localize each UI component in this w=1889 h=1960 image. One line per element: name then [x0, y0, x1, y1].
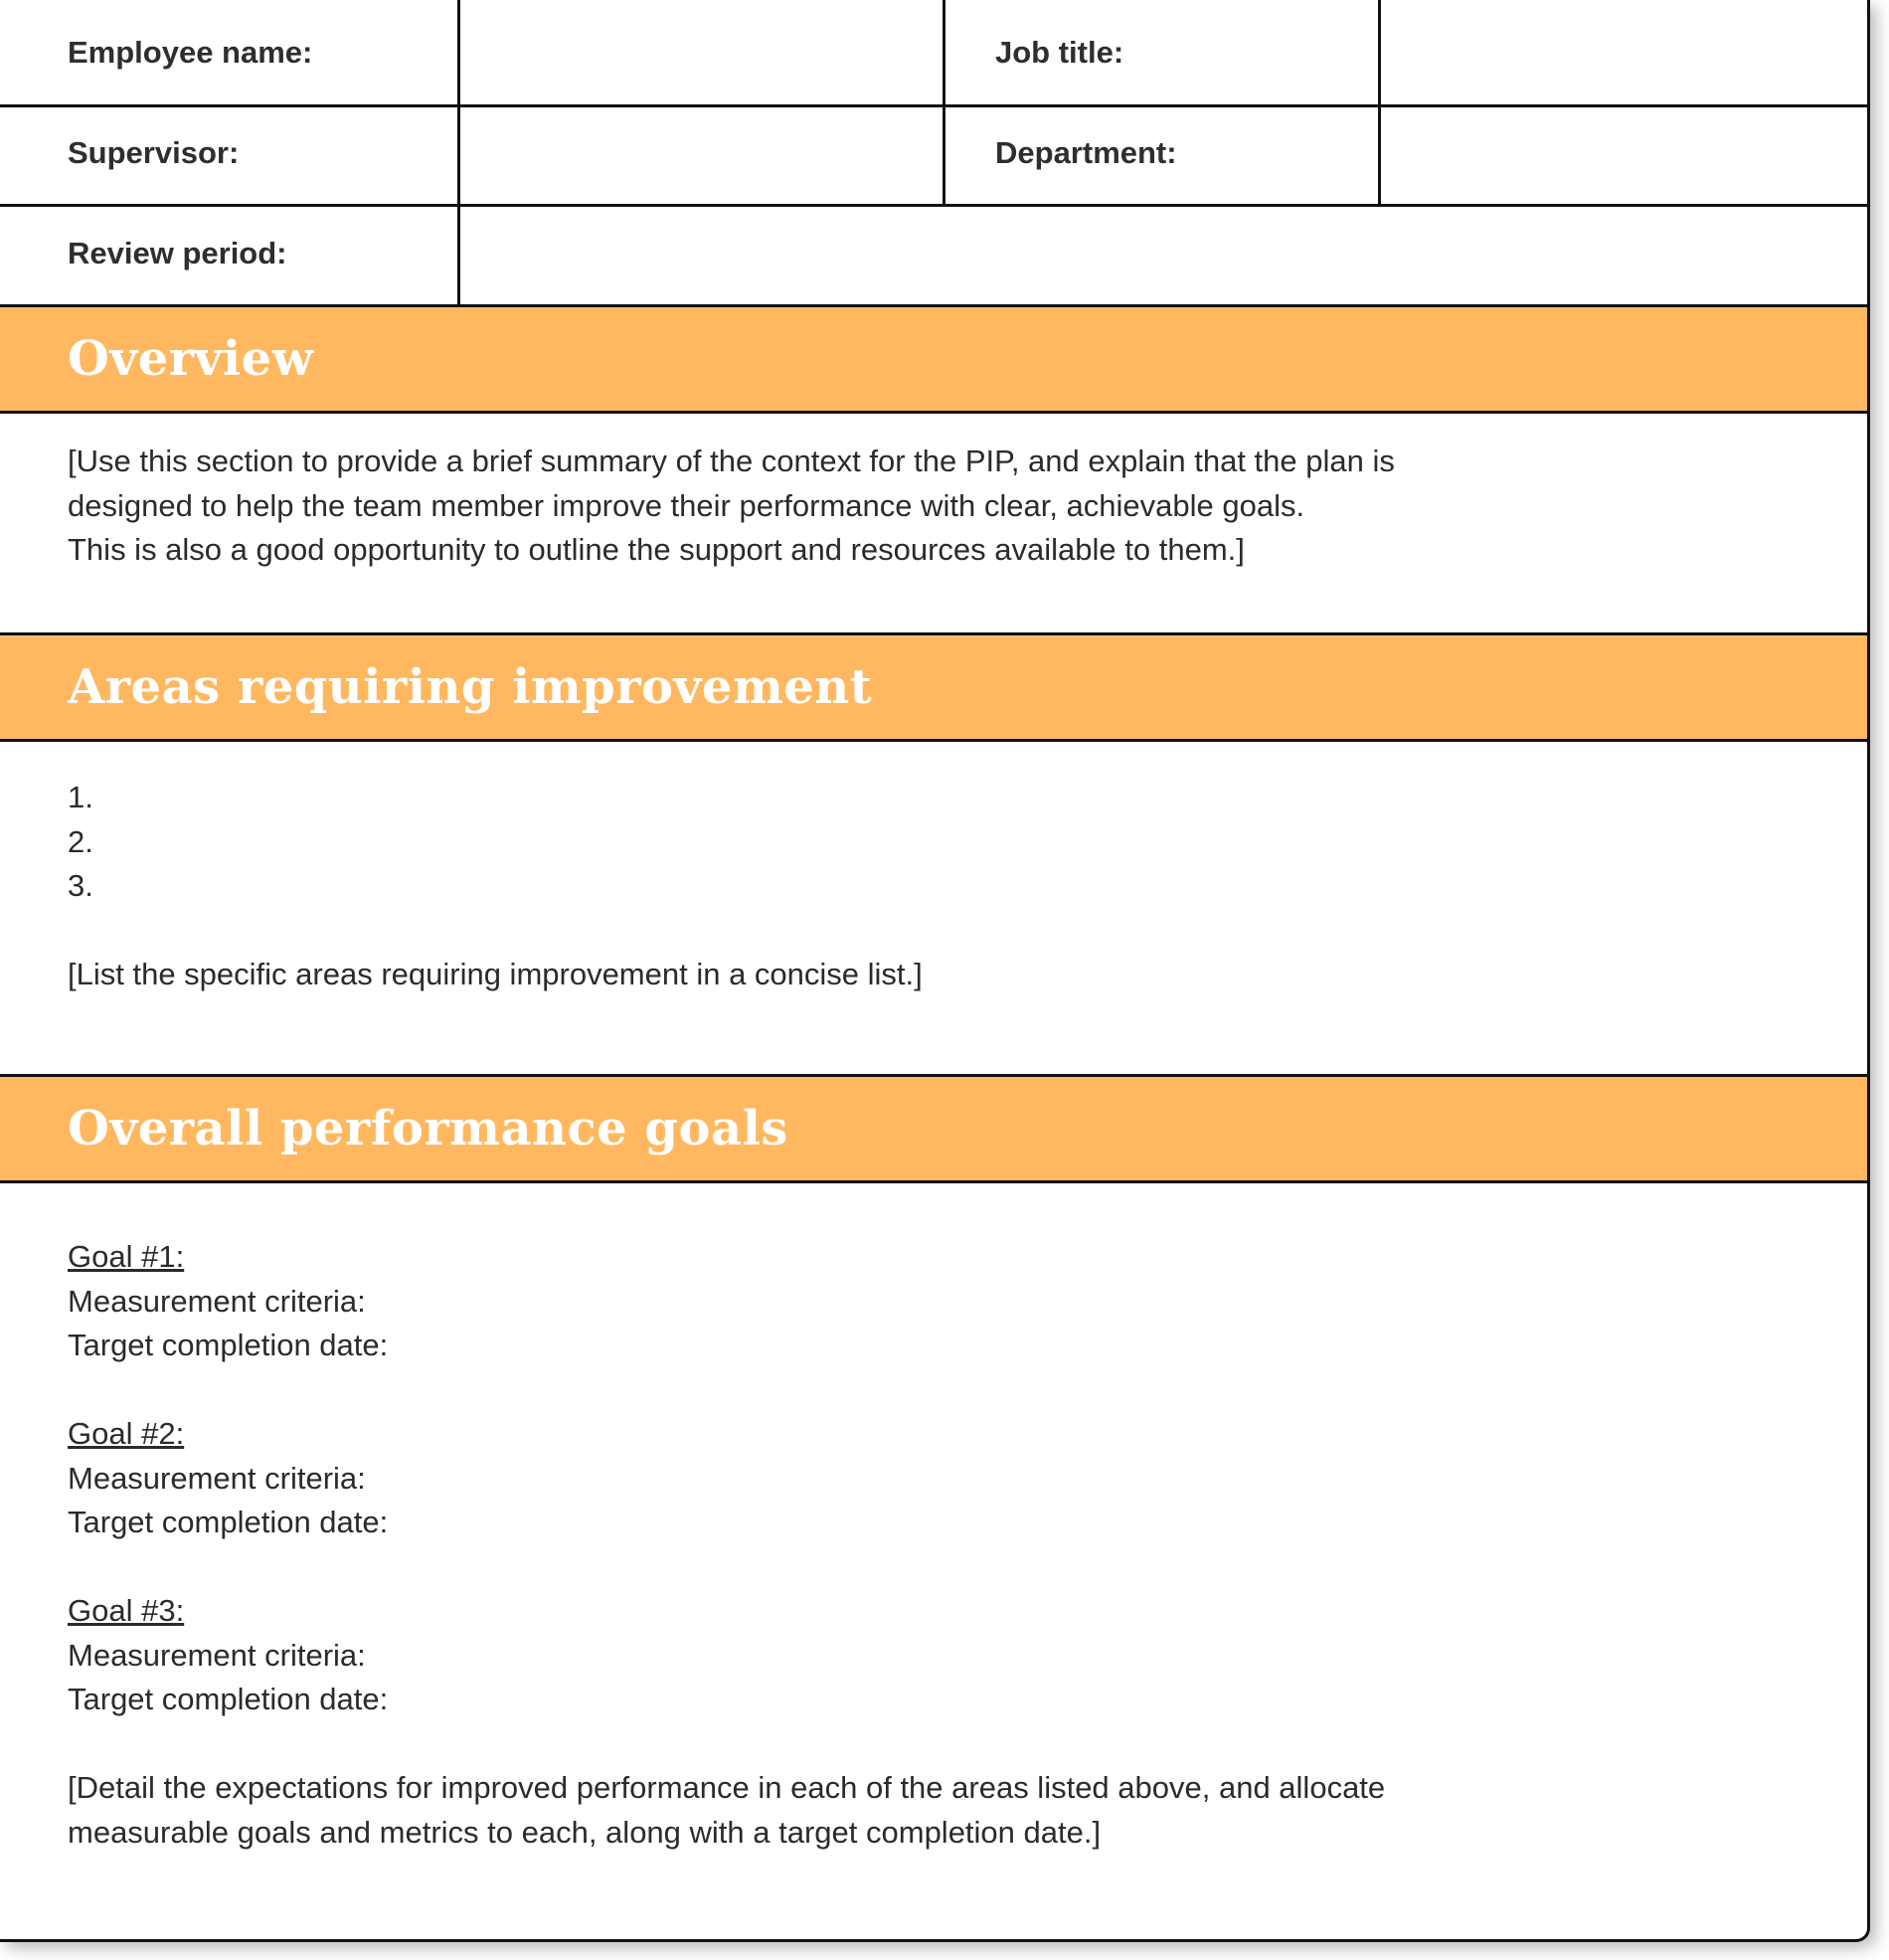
goals-header	[0, 1077, 1867, 1180]
goal-heading: Goal #1:	[68, 1239, 185, 1274]
job-title-label: Job title:	[995, 35, 1124, 70]
list-item: 1.	[68, 780, 93, 814]
list-item: 2.	[68, 823, 93, 859]
areas-body	[68, 776, 923, 997]
department-field[interactable]	[1381, 107, 1867, 204]
goals-body	[68, 1235, 1385, 1855]
goals-instruction-line: [Detail the expectations for improved performance in each of the areas listed above, and allocate	[68, 1770, 1386, 1805]
section-divider	[0, 739, 1867, 742]
goals-title: Overall performance goals	[68, 1101, 788, 1157]
department-label: Department:	[995, 135, 1177, 170]
review-period-field[interactable]	[460, 207, 1867, 304]
areas-title: Areas requiring improvement	[68, 659, 873, 715]
target-completion-date: Target completion date:	[68, 1682, 389, 1716]
section-divider	[0, 411, 1867, 414]
overview-body	[68, 440, 1395, 573]
goal-heading: Goal #2:	[68, 1416, 185, 1451]
section-divider	[0, 1180, 1867, 1183]
target-completion-date: Target completion date:	[68, 1505, 389, 1539]
table-column-divider	[943, 0, 945, 207]
goals-instruction-line: measurable goals and metrics to each, along with a target completion date.]	[68, 1814, 1102, 1850]
supervisor-field[interactable]	[460, 107, 943, 204]
target-completion-date: Target completion date:	[68, 1328, 389, 1362]
employee-name-label: Employee name:	[68, 35, 313, 70]
overview-title: Overview	[68, 331, 314, 387]
overview-line: This is also a good opportunity to outline the support and resources available to them.]	[68, 532, 1245, 567]
list-item: 3.	[68, 868, 93, 903]
overview-line: designed to help the team member improve their performance with clear, achievable goals.	[68, 487, 1305, 523]
measurement-criteria: Measurement criteria:	[68, 1637, 366, 1673]
measurement-criteria: Measurement criteria:	[68, 1283, 366, 1319]
areas-header	[0, 635, 1867, 739]
measurement-criteria: Measurement criteria:	[68, 1460, 366, 1496]
overview-line: [Use this section to provide a brief summary of the context for the PIP, and explain that the plan is	[68, 444, 1395, 478]
employee-name-field[interactable]	[460, 0, 943, 104]
goal-heading: Goal #3:	[68, 1593, 185, 1628]
job-title-field[interactable]	[1381, 0, 1867, 104]
review-period-label: Review period:	[68, 236, 287, 270]
overview-header	[0, 307, 1867, 411]
supervisor-label: Supervisor:	[68, 135, 240, 170]
areas-instruction: [List the specific areas requiring improvement in a concise list.]	[68, 957, 923, 991]
